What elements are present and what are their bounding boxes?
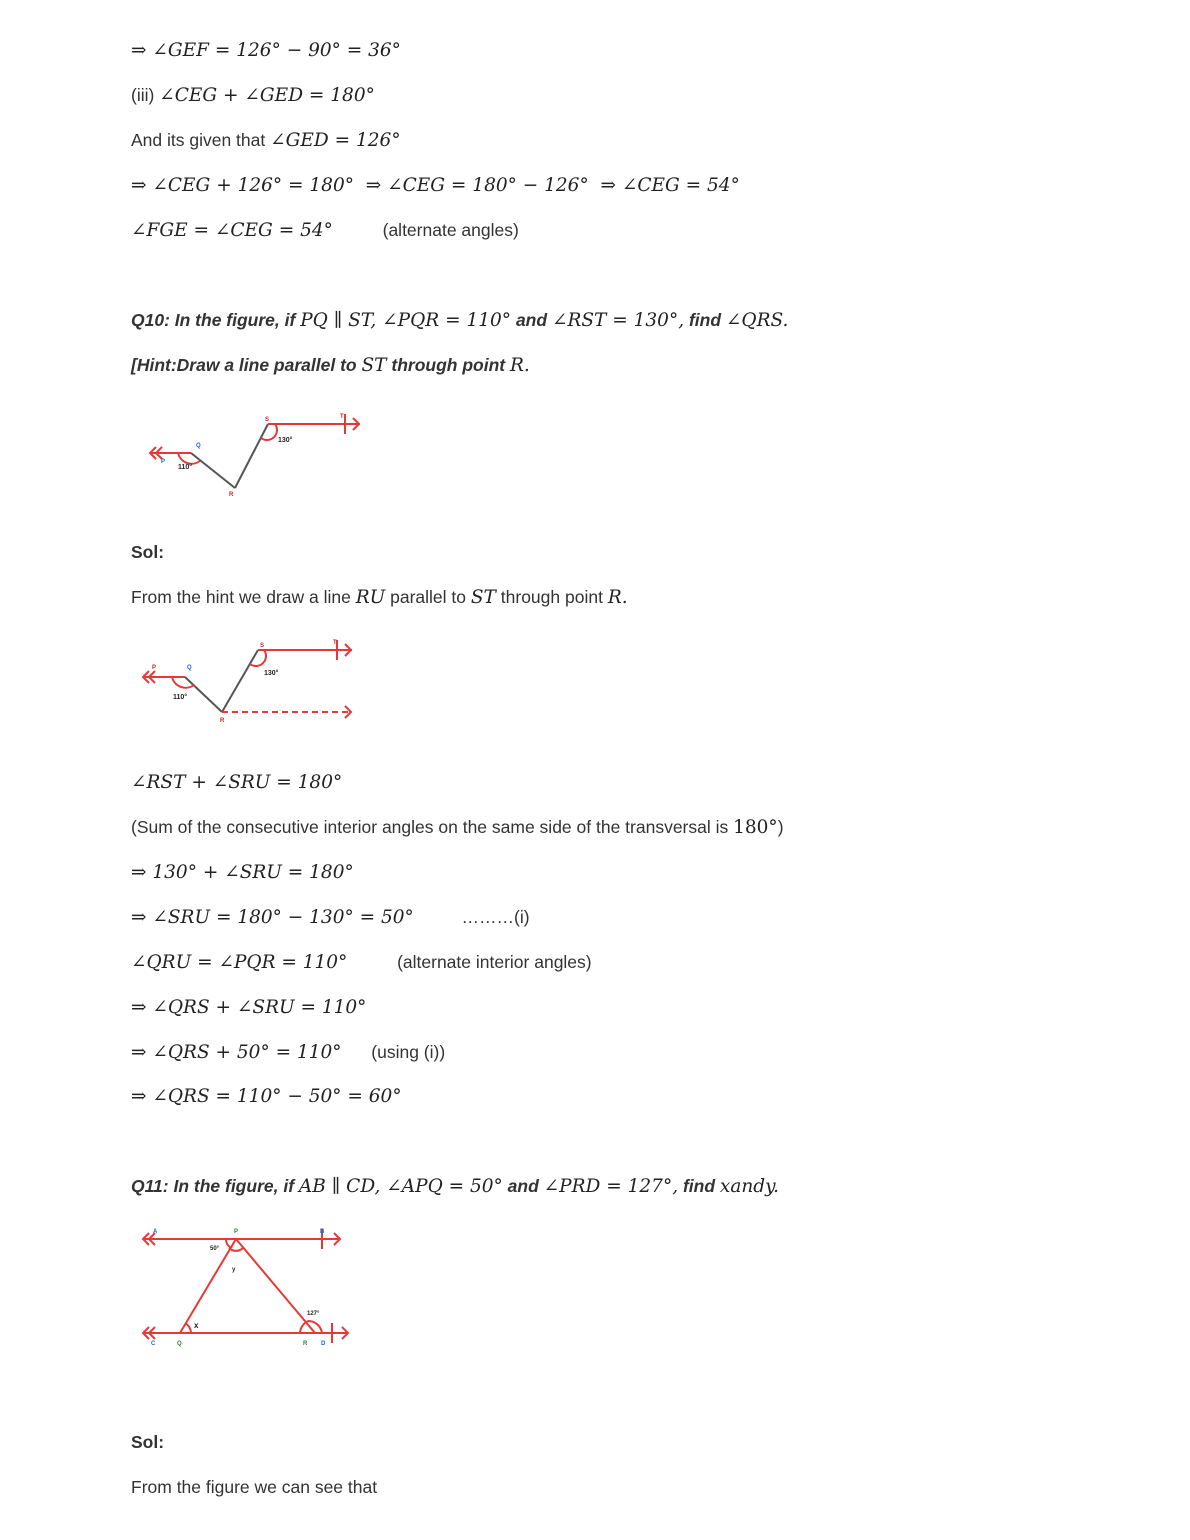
q10-find: find — [688, 310, 722, 330]
sol-ru: RU — [355, 587, 386, 608]
q10-and: and — [515, 310, 548, 330]
hint-mid: through point — [391, 355, 506, 375]
fig2-label-s: S — [260, 643, 265, 649]
fig3-lines — [143, 1229, 348, 1343]
fig1-label-r: R — [229, 492, 234, 498]
q11-label: Q11: In the figure, if — [131, 1176, 295, 1196]
fig3-angle-p: 50° — [210, 1246, 220, 1252]
fig1-label-p: P — [161, 459, 166, 465]
q10-math1: PQ ∥ ST, ∠PQR = 110° — [300, 310, 512, 331]
note-step4: ………(i) — [461, 907, 530, 927]
sol-st: ST — [470, 587, 496, 608]
q11-sol-heading: Sol: — [131, 1432, 165, 1452]
hint-text: [Hint:Draw a line parallel to — [131, 355, 357, 375]
math-step5: ∠QRU = ∠PQR = 110° — [131, 952, 348, 973]
step2-math: 180° — [733, 817, 778, 838]
math-ged: ∠GED = 126° — [270, 130, 401, 151]
math-gef: ⇒ ∠GEF = 126° − 90° = 36° — [131, 40, 401, 61]
fig3-label-r: R — [303, 1341, 308, 1347]
fig3-label-p: P — [234, 1229, 239, 1235]
fig2-label-r: R — [220, 718, 225, 724]
q11-math2: ∠PRD = 127°, — [543, 1176, 679, 1197]
fig1-label-q: Q — [196, 443, 201, 449]
sol-text1: From the hint we draw a line — [131, 587, 351, 607]
q10-label: Q10: In the figure, if — [131, 310, 296, 330]
fig1-angle-q: 110° — [178, 464, 193, 471]
sol-r: R. — [607, 587, 628, 608]
math-step8: ⇒ ∠QRS = 110° − 50° = 60° — [131, 1086, 402, 1107]
fig2-label-p: P — [152, 665, 157, 671]
fig3-label-d: D — [321, 1341, 326, 1347]
fig3-label-y: y — [232, 1267, 236, 1273]
fig3-label-b: B — [320, 1229, 325, 1235]
hint-r: R. — [509, 355, 530, 376]
fig3-label-q: Q — [177, 1341, 182, 1347]
fig3-label-x: x — [194, 1321, 199, 1330]
q11-and: and — [507, 1176, 539, 1196]
sol-text3: through point — [500, 587, 603, 607]
math-ceg-ged: ∠CEG + ∠GED = 180° — [159, 85, 375, 106]
fig3-label-a: A — [153, 1229, 158, 1235]
q10-sol-heading: Sol: — [131, 542, 165, 562]
math-ceg-solve: ⇒ ∠CEG + 126° = 180° ⇒ ∠CEG = 180° − 126° ⇒ ∠CEG = 54° — [131, 175, 740, 196]
math-step4: ⇒ ∠SRU = 180° − 130° = 50° — [131, 907, 414, 928]
q11-sol-line: From the figure we can see that — [131, 1477, 378, 1497]
fig1-label-s: S — [265, 417, 270, 423]
step2-end: ) — [777, 817, 784, 837]
q10-math3: ∠QRS. — [725, 310, 789, 331]
hint-st: ST — [361, 355, 387, 376]
step2-text: (Sum of the consecutive interior angles on the same side of the transversal is — [131, 817, 729, 837]
fig1-angle-s: 130° — [278, 437, 293, 444]
fig1-label-t: T — [340, 414, 344, 420]
note-alternate-angles: (alternate angles) — [382, 220, 519, 240]
q11-math3: xandy. — [719, 1176, 780, 1197]
math-step7: ⇒ ∠QRS + 50° = 110° — [131, 1042, 342, 1063]
q11-find: find — [682, 1176, 716, 1196]
math-step3: ⇒ 130° + ∠SRU = 180° — [131, 862, 354, 883]
item-prefix: (iii) — [131, 85, 155, 105]
fig2-label-t: T — [333, 640, 337, 646]
note-step7: (using (i)) — [371, 1042, 446, 1062]
sol-text2: parallel to — [390, 587, 466, 607]
note-step5: (alternate interior angles) — [397, 952, 592, 972]
math-fge: ∠FGE = ∠CEG = 54° — [131, 220, 333, 241]
math-step1: ∠RST + ∠SRU = 180° — [131, 772, 343, 793]
fig2-label-q: Q — [187, 665, 192, 671]
fig3-label-c: C — [151, 1341, 156, 1347]
q10-math2: ∠RST = 130°, — [551, 310, 685, 331]
math-step6: ⇒ ∠QRS + ∠SRU = 110° — [131, 997, 367, 1018]
fig2-angle-q: 110° — [173, 694, 188, 701]
q11-math1: AB ∥ CD, ∠APQ = 50° — [298, 1176, 503, 1197]
given-text: And its given that — [131, 130, 266, 150]
fig3-angle-r: 127° — [307, 1311, 320, 1317]
fig2-angle-s: 130° — [264, 670, 279, 677]
